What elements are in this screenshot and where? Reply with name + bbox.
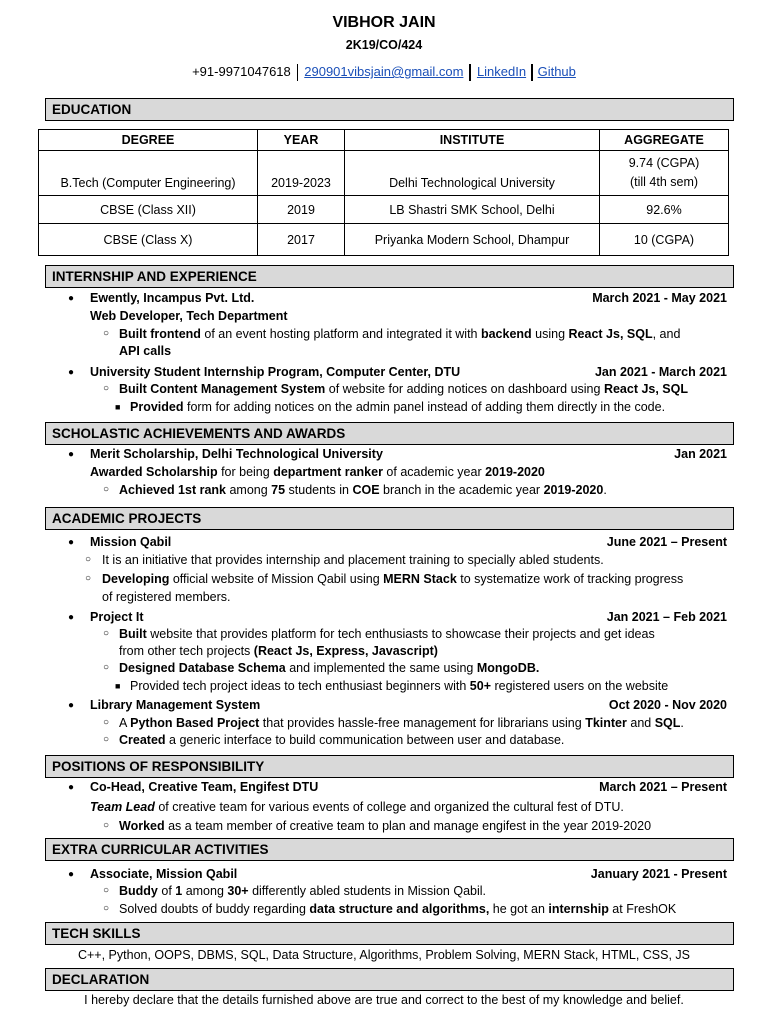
github-link[interactable]: Github — [537, 64, 576, 79]
cell-year: 2017 — [258, 224, 345, 256]
col-year: YEAR — [258, 130, 345, 151]
project-title: Library Management System — [90, 698, 261, 712]
experience-role: Web Developer, Tech Department — [90, 309, 288, 323]
circle-bullet-icon: ○ — [85, 573, 92, 584]
cell-institute: Priyanka Modern School, Dhampur — [345, 224, 600, 256]
declaration-text: I hereby declare that the details furnished above are true and correct to the best of my knowledge and belief. — [84, 993, 684, 1007]
bullet-icon: ● — [68, 537, 75, 548]
bullet-icon: ● — [68, 293, 75, 304]
project-title: Project It — [90, 610, 144, 624]
circle-bullet-icon: ○ — [103, 484, 110, 495]
project-date: June 2021 – Present — [606, 535, 727, 549]
cell-year: 2019-2023 — [258, 151, 345, 196]
bullet-icon: ● — [68, 449, 75, 460]
aggregate-note: (till 4th sem) — [629, 175, 699, 189]
project-date: Jan 2021 – Feb 2021 — [606, 610, 727, 624]
experience-detail-cont: API calls — [119, 344, 172, 358]
cell-aggregate — [600, 151, 729, 196]
bullet-icon: ● — [68, 869, 75, 880]
section-positions: POSITIONS OF RESPONSIBILITY — [45, 755, 734, 778]
cell-aggregate: 92.6% — [600, 196, 729, 224]
col-institute: INSTITUTE — [345, 130, 600, 151]
table-header-row — [39, 130, 729, 151]
cell-degree: B.Tech (Computer Engineering) — [39, 151, 258, 196]
position-subdetail: Worked as a team member of creative team to plan and manage engifest in the year 2019-2020 — [119, 819, 652, 833]
skills-list: C++, Python, OOPS, DBMS, SQL, Data Structure, Algorithms, Problem Solving, MERN Stack, HTML, CSS, JS — [77, 948, 690, 962]
section-internship: INTERNSHIP AND EXPERIENCE — [45, 265, 734, 288]
circle-bullet-icon: ○ — [103, 903, 110, 914]
project-detail-cont: from other tech projects (React Js, Express, Javascript) — [119, 644, 438, 658]
award-detail: Awarded Scholarship for being department ranker of academic year 2019-2020 — [90, 465, 545, 479]
bullet-icon: ● — [68, 700, 75, 711]
divider — [297, 64, 299, 81]
phone-number: +91-9971047618 — [192, 64, 291, 79]
square-bullet-icon: ■ — [115, 402, 121, 412]
contact-line — [0, 64, 768, 81]
cell-institute: Delhi Technological University — [345, 151, 600, 196]
cell-degree: CBSE (Class XII) — [39, 196, 258, 224]
activity-date: January 2021 - Present — [590, 867, 727, 881]
position-date: March 2021 – Present — [599, 780, 727, 794]
email-link[interactable]: 290901vibsjain@gmail.com — [304, 64, 464, 79]
project-detail: Designed Database Schema and implemented the same using MongoDB. — [119, 661, 540, 675]
project-detail-cont: of registered members. — [102, 590, 231, 604]
circle-bullet-icon: ○ — [103, 628, 110, 639]
experience-date: March 2021 - May 2021 — [592, 291, 727, 305]
project-detail: Created a generic interface to build communication between user and database. — [119, 733, 565, 747]
section-declaration: DECLARATION — [45, 968, 734, 991]
cell-year: 2019 — [258, 196, 345, 224]
position-title: Co-Head, Creative Team, Engifest DTU — [90, 780, 319, 794]
cell-degree: CBSE (Class X) — [39, 224, 258, 256]
section-education: EDUCATION — [45, 98, 734, 121]
section-projects: ACADEMIC PROJECTS — [45, 507, 734, 530]
circle-bullet-icon: ○ — [103, 662, 110, 673]
award-title: Merit Scholarship, Delhi Technological University — [90, 447, 383, 461]
linkedin-link[interactable]: LinkedIn — [476, 64, 527, 79]
project-detail: Developing official website of Mission Qabil using MERN Stack to systematize work of tracking progress — [102, 572, 684, 586]
project-detail: Built website that provides platform for tech enthusiasts to showcase their projects and get ideas — [119, 627, 655, 641]
bullet-icon: ● — [68, 612, 75, 623]
cell-institute: LB Shastri SMK School, Delhi — [345, 196, 600, 224]
award-subdetail: Achieved 1st rank among 75 students in COE branch in the academic year 2019-2020. — [119, 483, 607, 497]
bullet-icon: ● — [68, 782, 75, 793]
experience-title: University Student Internship Program, Computer Center, DTU — [90, 365, 461, 379]
cell-aggregate: 10 (CGPA) — [600, 224, 729, 256]
education-table — [38, 129, 729, 256]
experience-date: Jan 2021 - March 2021 — [594, 365, 727, 379]
experience-detail: Built Content Management System of website for adding notices on dashboard using React Js, SQL — [119, 382, 689, 396]
project-detail: A Python Based Project that provides hassle-free management for librarians using Tkinter and SQL. — [119, 716, 684, 730]
circle-bullet-icon: ○ — [103, 885, 110, 896]
square-bullet-icon: ■ — [115, 681, 121, 691]
activity-title: Associate, Mission Qabil — [90, 867, 238, 881]
section-skills: TECH SKILLS — [45, 922, 734, 945]
table-row — [39, 196, 729, 224]
experience-subdetail: Provided form for adding notices on the admin panel instead of adding them directly in the code. — [130, 400, 666, 414]
section-extracurricular: EXTRA CURRICULAR ACTIVITIES — [45, 838, 734, 861]
activity-detail: Solved doubts of buddy regarding data structure and algorithms, he got an internship at FreshOK — [119, 902, 677, 916]
roll-number: 2K19/CO/424 — [345, 38, 423, 52]
bullet-icon: ● — [68, 367, 75, 378]
table-row — [39, 224, 729, 256]
project-date: Oct 2020 - Nov 2020 — [608, 698, 727, 712]
aggregate-value: 9.74 (CGPA) — [628, 156, 700, 170]
experience-detail: Built frontend of an event hosting platform and integrated it with backend using React Js, SQL, and — [119, 327, 681, 341]
position-detail: Team Lead of creative team for various events of college and organized the cultural fest of DTU. — [90, 800, 624, 814]
project-detail: It is an initiative that provides internship and placement training to specially abled students. — [102, 553, 604, 567]
section-scholastic: SCHOLASTIC ACHIEVEMENTS AND AWARDS — [45, 422, 734, 445]
project-title: Mission Qabil — [90, 535, 172, 549]
col-aggregate: AGGREGATE — [600, 130, 729, 151]
circle-bullet-icon: ○ — [103, 383, 110, 394]
divider — [531, 64, 533, 81]
circle-bullet-icon: ○ — [103, 734, 110, 745]
circle-bullet-icon: ○ — [103, 717, 110, 728]
table-row — [39, 151, 729, 196]
experience-title: Ewently, Incampus Pvt. Ltd. — [90, 291, 255, 305]
circle-bullet-icon: ○ — [103, 820, 110, 831]
circle-bullet-icon: ○ — [103, 328, 110, 339]
circle-bullet-icon: ○ — [85, 554, 92, 565]
award-date: Jan 2021 — [674, 447, 727, 461]
project-subdetail: Provided tech project ideas to tech enthusiast beginners with 50+ registered users on the website — [130, 679, 669, 693]
divider — [469, 64, 471, 81]
col-degree: DEGREE — [39, 130, 258, 151]
resume-name: VIBHOR JAIN — [332, 14, 436, 31]
activity-detail: Buddy of 1 among 30+ differently abled students in Mission Qabil. — [119, 884, 487, 898]
